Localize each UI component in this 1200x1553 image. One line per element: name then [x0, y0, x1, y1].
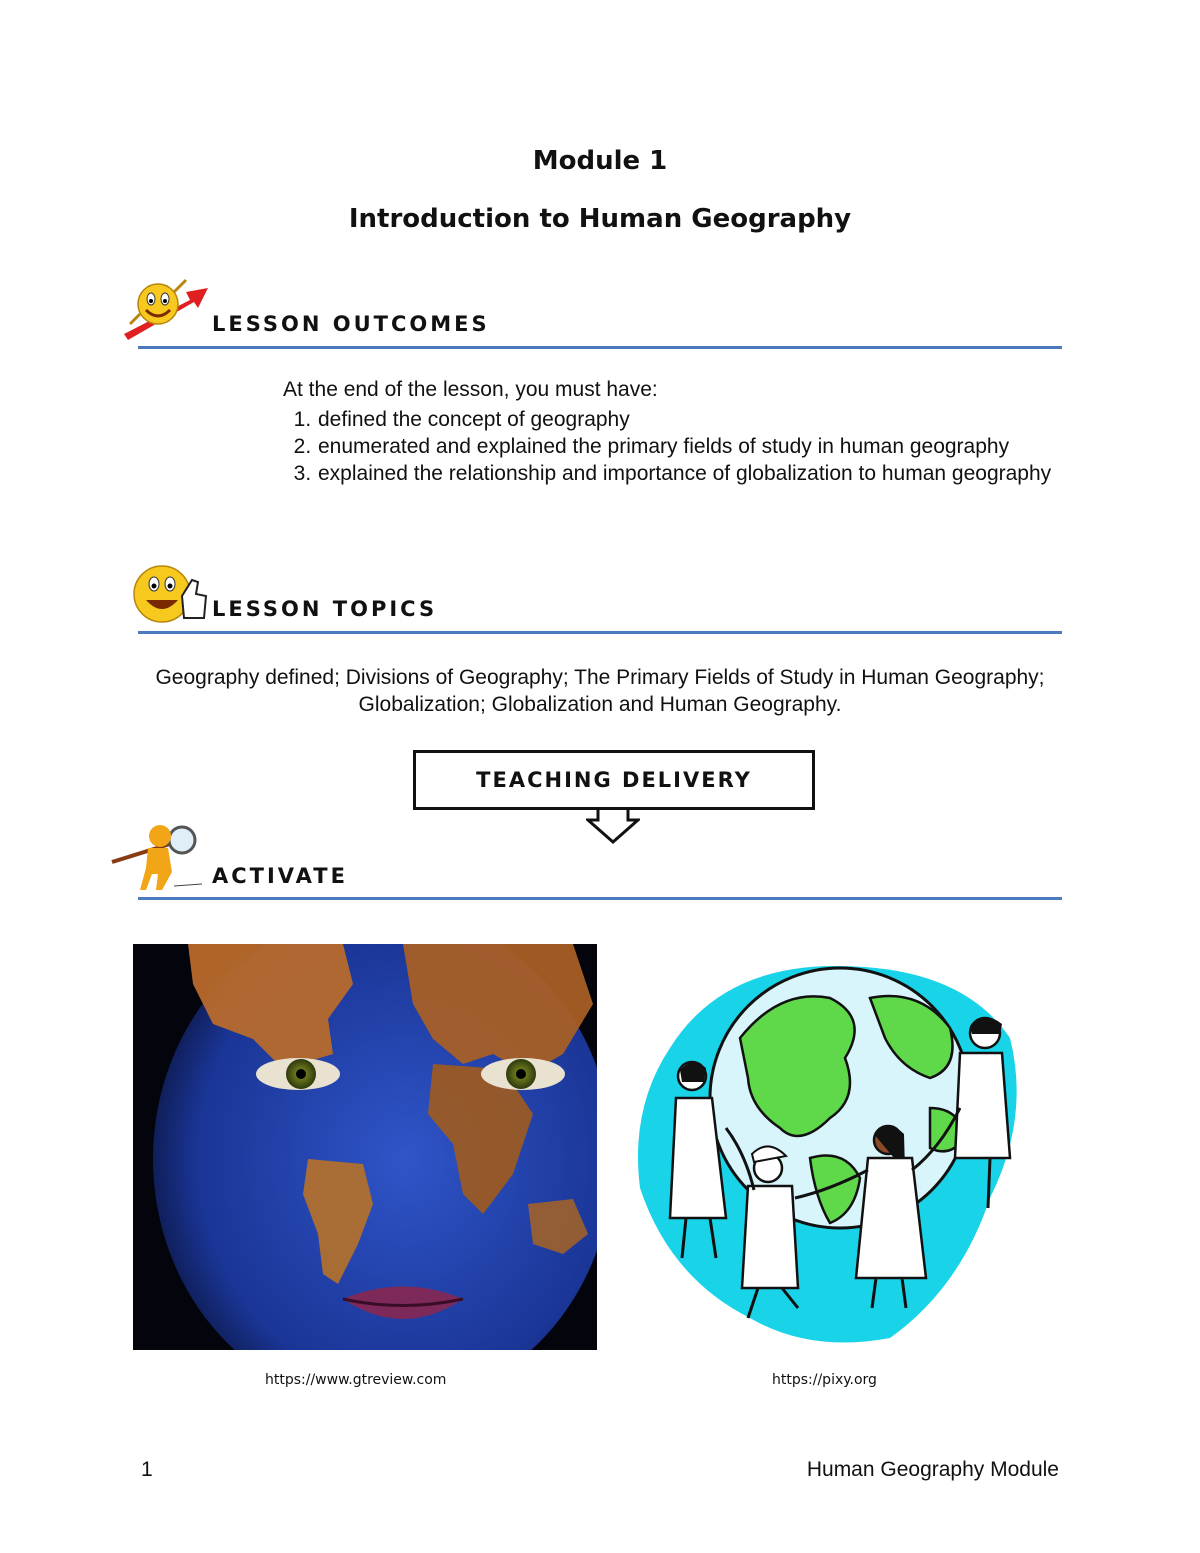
- activate-heading: ACTIVATE: [212, 864, 348, 888]
- outcomes-list: [283, 406, 1077, 487]
- outcomes-intro: At the end of the lesson, you must have:: [283, 378, 658, 401]
- section-divider: [138, 897, 1062, 900]
- smiley-arrow-icon: [118, 274, 210, 342]
- teaching-delivery-label: TEACHING DELIVERY: [476, 768, 752, 792]
- smiley-thumbs-up-icon: [130, 560, 210, 628]
- topics-text: Geography defined; Divisions of Geography; The Primary Fields of Study in Human Geography; Globalization; Globalization and Human Geography.: [155, 666, 1045, 716]
- image-caption: https://www.gtreview.com: [265, 1372, 447, 1388]
- down-arrow-icon: [586, 808, 640, 844]
- module-number: Module 1: [532, 146, 668, 176]
- section-divider: [138, 631, 1062, 634]
- list-item: 1. defined the concept of geography: [317, 406, 1077, 433]
- teaching-delivery-box: [413, 750, 815, 810]
- people-around-globe-image: [630, 958, 1030, 1348]
- lesson-outcomes-heading: LESSON OUTCOMES: [212, 312, 490, 336]
- lesson-topics-heading: LESSON TOPICS: [212, 597, 438, 621]
- footer-title: Human Geography Module: [806, 1458, 1059, 1481]
- page-number: 1: [141, 1458, 153, 1481]
- section-divider: [138, 346, 1062, 349]
- list-item: 2. enumerated and explained the primary fields of study in human geography: [317, 433, 1077, 460]
- image-caption: https://pixy.org: [772, 1372, 877, 1388]
- page-title: Introduction to Human Geography: [348, 204, 852, 234]
- list-item: 3. explained the relationship and importance of globalization to human geography: [317, 460, 1077, 487]
- earth-painted-face-image: [133, 944, 597, 1350]
- magnifier-figure-icon: [110, 822, 212, 892]
